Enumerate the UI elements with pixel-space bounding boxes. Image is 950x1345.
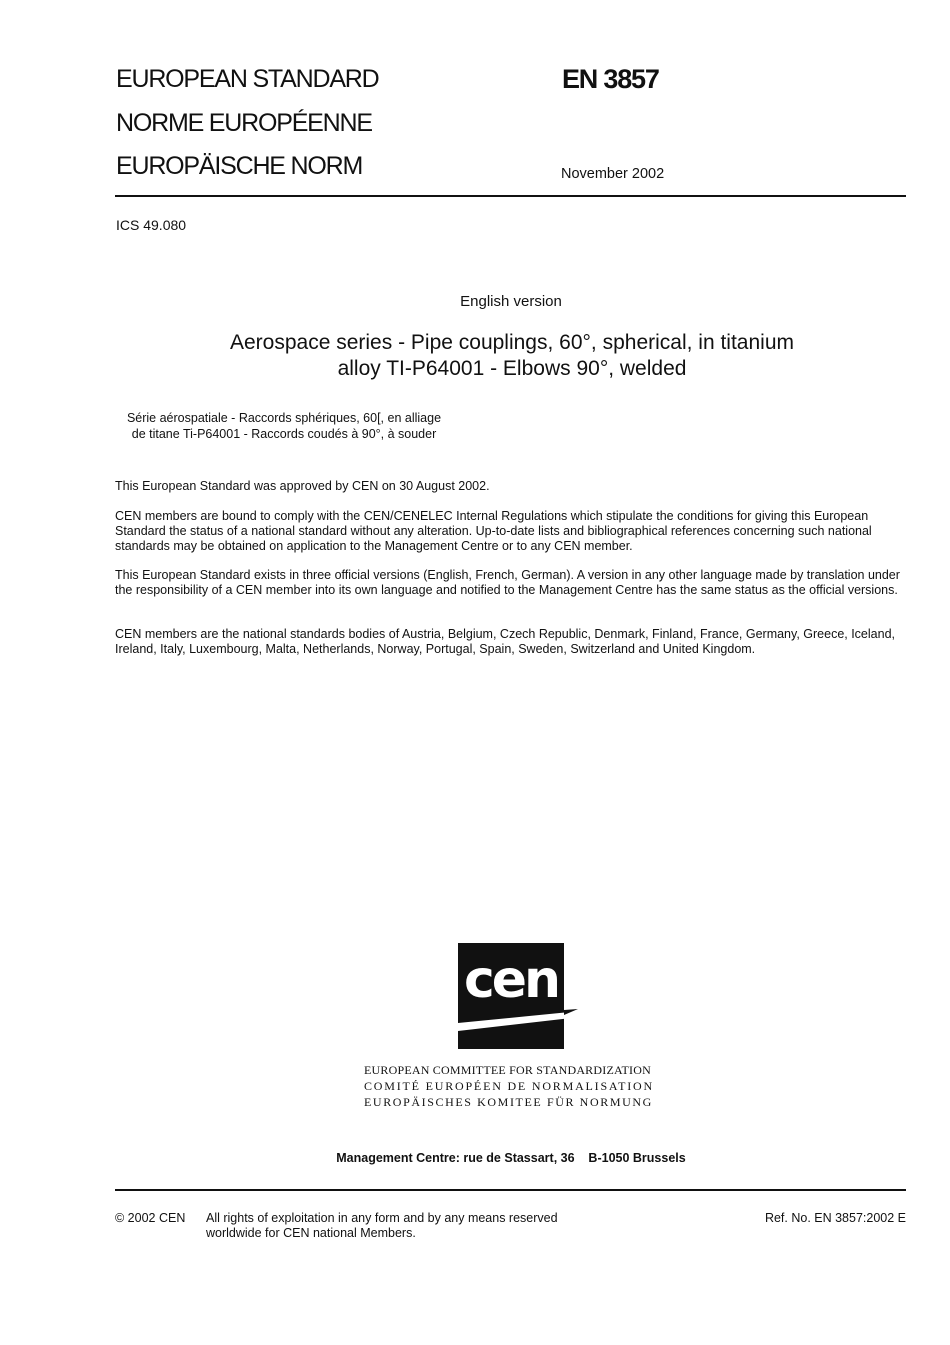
header-divider [115, 195, 906, 197]
standard-name-de: EUROPÄISCHE NORM [116, 152, 363, 180]
version-label: English version [460, 293, 562, 310]
standard-name-fr: NORME EUROPÉENNE [116, 109, 372, 137]
french-title-line-2: de titane Ti-P64001 - Raccords coudés à 90°, à souder [131, 427, 437, 441]
document-title [0, 330, 950, 382]
publication-date: November 2002 [561, 166, 665, 182]
versions-paragraph: This European Standard exists in three official versions (English, French, German). A version in any other language made by translation under the responsibility of a CEN member into its own language and notified to the Management Centre has the same status as the official versions. [115, 568, 900, 597]
committee-name-en: EUROPEAN COMMITTEE FOR STANDARDIZATION [364, 1063, 651, 1077]
standard-name-en: EUROPEAN STANDARD [116, 65, 379, 93]
title-line-2: alloy TI-P64001 - Elbows 90°, welded [337, 357, 687, 380]
rights-line-1: All rights of exploitation in any form and by any means reserved [206, 1211, 558, 1225]
copyright: © 2002 CEN [115, 1211, 186, 1225]
cen-logo [458, 943, 580, 1056]
title-line-1: Aerospace series - Pipe couplings, 60°, spherical, in titanium [229, 331, 795, 354]
committee-name-de: EUROPÄISCHES KOMITEE FÜR NORMUNG [364, 1095, 653, 1109]
members-paragraph: CEN members are the national standards bodies of Austria, Belgium, Czech Republic, Denmark, Finland, France, Germany, Greece, Iceland, Ireland, Italy, Luxembourg, Malta, Netherlands, Norway, Portugal, Spain, Sweden, Switzerland and United Kingdom. [115, 627, 895, 656]
french-title [100, 410, 468, 442]
committee-name-fr: COMITÉ EUROPÉEN DE NORMALISATION [364, 1079, 654, 1093]
french-title-line-1: Série aérospatiale - Raccords sphériques, 60[, en alliage [126, 411, 442, 425]
regulations-paragraph: CEN members are bound to comply with the CEN/CENELEC Internal Regulations which stipulate the conditions for giving this European Standard the status of a national standard without any alteration. Up-to-date lists and bibliographical references concerning such national standards may be obtained on application to the Management Centre or to any CEN member. [115, 509, 872, 553]
rights-line-2: worldwide for CEN national Members. [206, 1226, 416, 1240]
ics-code: ICS 49.080 [116, 217, 187, 233]
management-centre: Management Centre: rue de Stassart, 36 B-1050 Brussels [336, 1151, 686, 1165]
standard-number: EN 3857 [562, 64, 659, 94]
rights-notice [206, 1211, 558, 1241]
approval-paragraph: This European Standard was approved by CEN on 30 August 2002. [115, 479, 490, 493]
footer-divider [115, 1189, 906, 1191]
reference-number: Ref. No. EN 3857:2002 E [764, 1211, 906, 1225]
cen-logo-text: cen [463, 950, 559, 1010]
